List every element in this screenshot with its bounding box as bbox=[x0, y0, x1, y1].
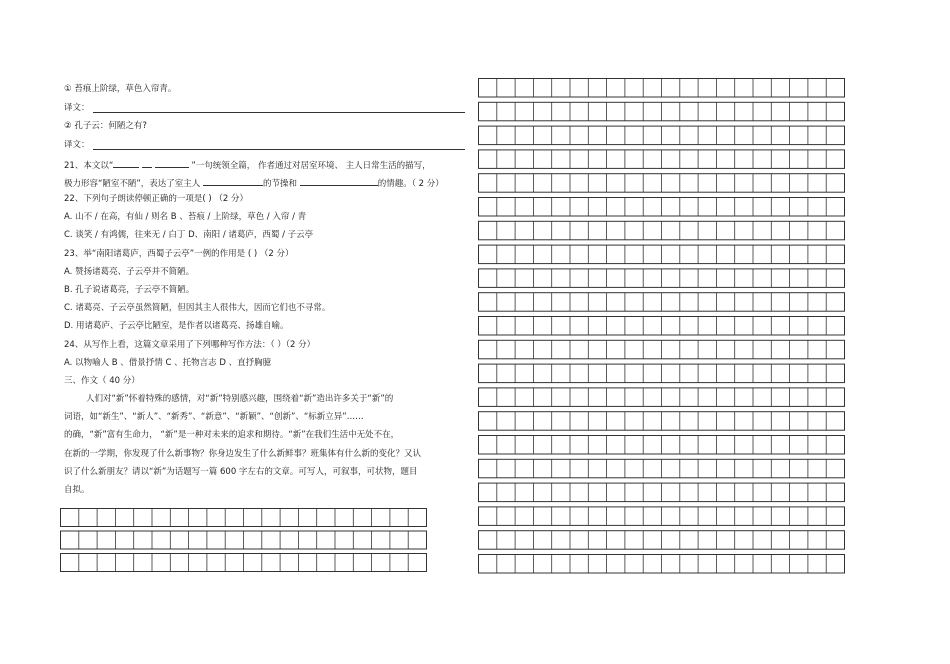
question-22-options-ab: A. 山不 / 在高，有仙 / 则名 B 、苔痕 / 上阶绿，草色 / 入帘 / 青 bbox=[64, 212, 307, 222]
essay-prompt-line-1: 人们对“新”怀着特殊的感情，对“新”特别感兴趣，围绕着“新”造出许多关于“新”的 bbox=[86, 394, 394, 404]
writing-grid-left[interactable] bbox=[60, 508, 430, 580]
q21-text-a: 21、本文以“ bbox=[64, 161, 114, 171]
q21-text-b: ”一句统领全篇， 作者通过对居室环境、 主人日常生活的描写， bbox=[191, 161, 431, 171]
essay-prompt-line-4: 在新的一学期，你发现了什么新事物？你身边发生了什么新鲜事？班集体有什么新的变化？又认 bbox=[64, 449, 422, 459]
q21-text-e: 的情趣。（ 2 分） bbox=[377, 179, 444, 189]
essay-prompt-line-6: 自拟。 bbox=[64, 485, 90, 495]
question-23-option-b: B. 孔子说诸葛亮，子云亭不简陋。 bbox=[64, 285, 195, 295]
essay-prompt-line-2: 词语，如“新生”、“新人”、“新秀”、“新意”、“新颖”、“创新”、“标新立异”…… bbox=[64, 412, 364, 422]
question-23-option-c: C. 诸葛亮、子云亭虽然简陋，但因其主人很伟大，因而它们也不寻常。 bbox=[64, 303, 331, 313]
question-23-option-a: A. 赞扬诸葛亮、子云亭并不简陋。 bbox=[64, 267, 195, 277]
translation-answer-line-2[interactable] bbox=[93, 149, 465, 150]
question-23-option-d: D. 用诸葛庐、子云亭比陋室，是作者以诸葛亮、扬雄自喻。 bbox=[64, 321, 289, 331]
q21-blank-1c[interactable] bbox=[155, 158, 189, 168]
translation-label-2: 译文： bbox=[64, 140, 90, 150]
translation-label-1: 译文： bbox=[64, 103, 90, 113]
ancient-line-1: ① 苔痕上阶绿，草色入帘青。 bbox=[64, 84, 177, 94]
q21-blank-1b[interactable] bbox=[142, 158, 152, 168]
question-21 bbox=[64, 158, 431, 172]
question-22: 22、下列句子朗读停顿正确的一项是( ) （2 分） bbox=[64, 194, 248, 204]
question-24: 24、从写作上看，这篇文章采用了下列哪种写作方法：（ ）（2 分） bbox=[64, 340, 316, 350]
translation-answer-line-1[interactable] bbox=[93, 112, 465, 113]
essay-prompt-line-5: 识了什么新朋友？请以“新”为话题写一篇 600 字左右的文章。可写人，可叙事，可状物，题目 bbox=[64, 467, 418, 477]
writing-grid-right-svg bbox=[478, 78, 848, 586]
q21-text-c: 极力形容“陋室不陋”，表达了室主人 bbox=[64, 179, 201, 189]
q21-blank-1a[interactable] bbox=[113, 158, 139, 168]
question-24-options: A. 以物喻人 B 、借景抒情 C 、托物言志 D 、直抒胸臆 bbox=[64, 358, 272, 368]
writing-grid-right[interactable] bbox=[478, 78, 848, 586]
essay-prompt-line-3: 的确，“新”富有生命力， “新”是一种对未来的追求和期待。“新”在我们生活中无处不在， bbox=[64, 430, 400, 440]
ancient-line-2: ② 孔子云：何陋之有? bbox=[64, 121, 147, 131]
q21-blank-3[interactable] bbox=[300, 176, 378, 186]
question-22-options-cd: C. 谈笑 / 有鸿儒，往来无 / 白丁 D、南阳 / 诸葛庐，西蜀 / 子云亭 bbox=[64, 230, 314, 240]
question-23: 23、举“南阳诸葛庐，西蜀子云亭”一例的作用是 ( ) （2 分） bbox=[64, 249, 294, 259]
q21-text-d: 的节操和 bbox=[263, 179, 298, 189]
question-21-cont bbox=[64, 176, 444, 190]
writing-grid-left-svg bbox=[60, 508, 430, 580]
essay-heading: 三、作文（ 40 分） bbox=[64, 376, 140, 386]
q21-blank-2[interactable] bbox=[203, 176, 263, 186]
